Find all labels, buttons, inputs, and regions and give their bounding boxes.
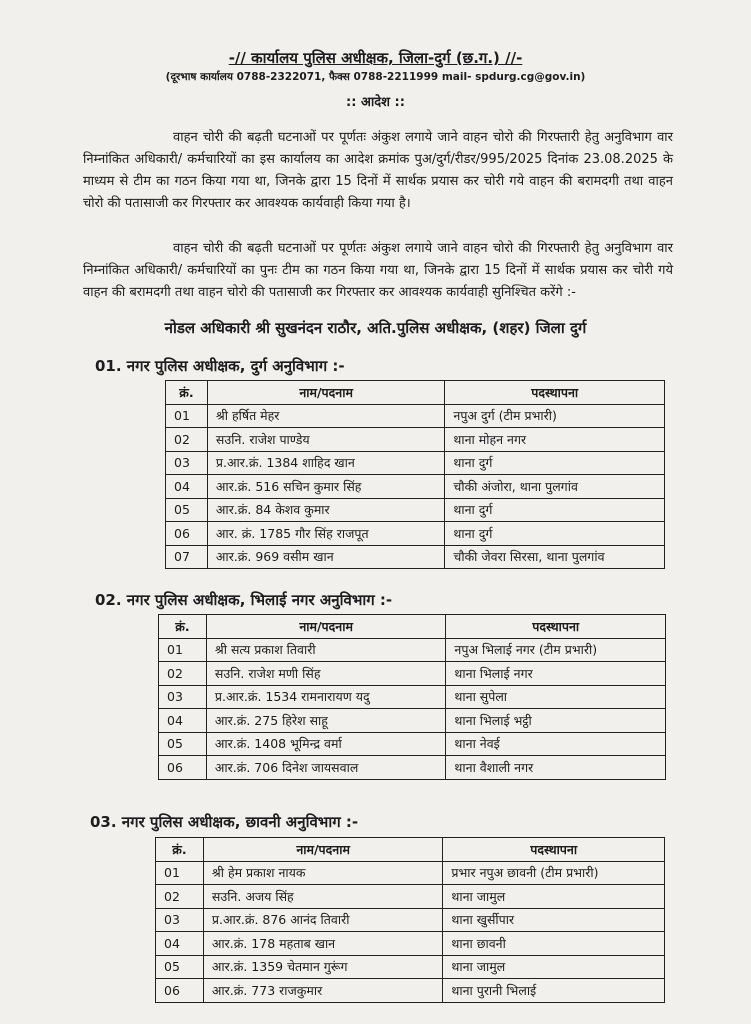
posting-cell: थाना नेवई [446, 732, 666, 756]
posting-cell: प्रभार नपुअ छावनी (टीम प्रभारी) [443, 861, 665, 885]
serial-cell: 05 [159, 732, 207, 756]
name-cell: आर.क्रं. 773 राजकुमार [203, 979, 442, 1003]
header-posting: पदस्थापना [445, 381, 665, 405]
serial-cell: 07 [166, 545, 208, 569]
nodal-officer-line: नोडल अधिकारी श्री सुखनंदन राठौर, अति.पुलिस अधीक्षक, (शहर) जिला दुर्ग [164, 319, 587, 337]
table-row [156, 979, 665, 1003]
table-row [166, 522, 665, 546]
table-row [156, 885, 665, 909]
serial-cell: 06 [156, 979, 204, 1003]
serial-cell: 04 [156, 932, 204, 956]
serial-cell: 03 [156, 908, 204, 932]
section-2-title: 02. नगर पुलिस अधीक्षक, भिलाई नगर अनुविभाग :- [95, 591, 393, 609]
header-serial: क्रं. [156, 838, 204, 862]
header-name: नाम/पदनाम [203, 838, 442, 862]
name-cell: प्र.आर.क्रं. 1534 रामनारायण यदु [206, 685, 446, 709]
name-cell: प्र.आर.क्रं. 876 आनंद तिवारी [203, 908, 442, 932]
paragraph-1-text: वाहन चोरी की बढ़ती घटनाओं पर पूर्णतः अंकुश लगाये जाने वाहन चोरो की गिरफ्तारी हेतु अनुविभाग वार निम्नांकित अधिकारी/ कर्मचारियों का इस कार्यालय का आदेश क्रमांक पुअ/दुर्ग/रीडर/995/2025 दिनांक 23.08.2025 के माध्यम से टीम का गठन किया गया था, जिनके द्वारा 15 दिनों में सार्थक प्रयास कर चोरी गये वाहन की बरामदगी तथा वाहन चोरो की पतासाजी कर गिरफ्तार कर आवश्यक कार्यवाही किया गया है। [83, 130, 673, 211]
name-cell: आर.क्रं. 84 केशव कुमार [207, 498, 444, 522]
posting-cell: थाना दुर्ग [445, 451, 665, 475]
name-cell: सउनि. अजय सिंह [203, 885, 442, 909]
serial-cell: 04 [159, 709, 207, 733]
table-row [159, 732, 666, 756]
posting-cell: नपुअ दुर्ग (टीम प्रभारी) [445, 404, 665, 428]
header-serial: क्रं. [166, 381, 208, 405]
posting-cell: चौकी जेवरा सिरसा, थाना पुलगांव [445, 545, 665, 569]
table-row [166, 545, 665, 569]
serial-cell: 04 [166, 475, 208, 499]
section-1-table [165, 380, 665, 569]
header-posting: पदस्थापना [443, 838, 665, 862]
section-3-title: 03. नगर पुलिस अधीक्षक, छावनी अनुविभाग :- [90, 813, 359, 831]
posting-cell: थाना सुपेला [446, 685, 666, 709]
paragraph-1 [83, 127, 673, 215]
serial-cell: 03 [159, 685, 207, 709]
section-2-table [158, 614, 666, 780]
order-heading: :: आदेश :: [346, 95, 405, 110]
table-row [156, 955, 665, 979]
paragraph-2 [83, 238, 673, 304]
header-name: नाम/पदनाम [206, 615, 446, 639]
serial-cell: 01 [159, 638, 207, 662]
posting-cell: थाना भिलाई नगर [446, 662, 666, 686]
posting-cell: थाना वैशाली नगर [446, 756, 666, 780]
posting-cell: थाना पुरानी भिलाई [443, 979, 665, 1003]
table-row [166, 428, 665, 452]
table-row [166, 404, 665, 428]
table-row [166, 475, 665, 499]
office-title: -// कार्यालय पुलिस अधीक्षक, जिला-दुर्ग (छ.ग.) //- [228, 49, 523, 67]
posting-cell: नपुअ भिलाई नगर (टीम प्रभारी) [446, 638, 666, 662]
table-row [159, 709, 666, 733]
serial-cell: 02 [159, 662, 207, 686]
table-header-row [159, 615, 666, 639]
serial-cell: 06 [166, 522, 208, 546]
name-cell: आर.क्रं. 1408 भूमिन्द्र वर्मा [206, 732, 446, 756]
table-row [159, 756, 666, 780]
name-cell: सउनि. राजेश पाण्डेय [207, 428, 444, 452]
name-cell: आर.क्रं. 1359 चेतमान गुरूंग [203, 955, 442, 979]
table-row [156, 861, 665, 885]
table-row [159, 638, 666, 662]
serial-cell: 02 [166, 428, 208, 452]
section-1-title: 01. नगर पुलिस अधीक्षक, दुर्ग अनुविभाग :- [95, 357, 345, 375]
table-row [159, 685, 666, 709]
serial-cell: 06 [159, 756, 207, 780]
name-cell: श्री हेम प्रकाश नायक [203, 861, 442, 885]
posting-cell: थाना भिलाई भट्ठी [446, 709, 666, 733]
posting-cell: थाना जामुल [443, 955, 665, 979]
posting-cell: थाना खुर्सीपार [443, 908, 665, 932]
serial-cell: 03 [166, 451, 208, 475]
posting-cell: थाना जामुल [443, 885, 665, 909]
name-cell: आर.क्रं. 275 हिरेश साहू [206, 709, 446, 733]
header-serial: क्रं. [159, 615, 207, 639]
contact-line: (दूरभाष कार्यालय 0788-2322071, फैक्स 0788-2211999 mail- spdurg.cg@gov.in) [165, 71, 586, 83]
table-row [159, 662, 666, 686]
serial-cell: 02 [156, 885, 204, 909]
posting-cell: थाना दुर्ग [445, 498, 665, 522]
header-posting: पदस्थापना [446, 615, 666, 639]
table-header-row [156, 838, 665, 862]
serial-cell: 05 [166, 498, 208, 522]
name-cell: प्र.आर.क्रं. 1384 शाहिद खान [207, 451, 444, 475]
posting-cell: थाना मोहन नगर [445, 428, 665, 452]
table-row [156, 932, 665, 956]
name-cell: आर.क्रं. 706 दिनेश जायसवाल [206, 756, 446, 780]
serial-cell: 05 [156, 955, 204, 979]
name-cell: आर.क्रं. 178 महताब खान [203, 932, 442, 956]
name-cell: श्री हर्षित मेहर [207, 404, 444, 428]
name-cell: आर.क्रं. 516 सचिन कुमार सिंह [207, 475, 444, 499]
name-cell: सउनि. राजेश मणी सिंह [206, 662, 446, 686]
paragraph-2-text: वाहन चोरी की बढ़ती घटनाओं पर पूर्णतः अंकुश लगाये जाने वाहन चोरो की गिरफ्तारी हेतु अनुविभाग वार निम्नांकित अधिकारी/ कर्मचारियों का पुनः टीम का गठन किया गया था, जिनके द्वारा 15 दिनों में सार्थक प्रयास कर चोरी गये वाहन की बरामदगी तथा वाहन चोरो की पतासाजी कर गिरफ्तार कर आवश्यक कार्यवाही सुनिश्चित करेंगे :- [83, 241, 673, 300]
posting-cell: चौकी अंजोरा, थाना पुलगांव [445, 475, 665, 499]
table-row [156, 908, 665, 932]
header-name: नाम/पदनाम [207, 381, 444, 405]
table-row [166, 451, 665, 475]
serial-cell: 01 [156, 861, 204, 885]
name-cell: आर.क्रं. 969 वसीम खान [207, 545, 444, 569]
table-row [166, 498, 665, 522]
serial-cell: 01 [166, 404, 208, 428]
name-cell: आर. क्रं. 1785 गौर सिंह राजपूत [207, 522, 444, 546]
section-3-table [155, 837, 665, 1003]
posting-cell: थाना दुर्ग [445, 522, 665, 546]
name-cell: श्री सत्य प्रकाश तिवारी [206, 638, 446, 662]
posting-cell: थाना छावनी [443, 932, 665, 956]
table-header-row [166, 381, 665, 405]
